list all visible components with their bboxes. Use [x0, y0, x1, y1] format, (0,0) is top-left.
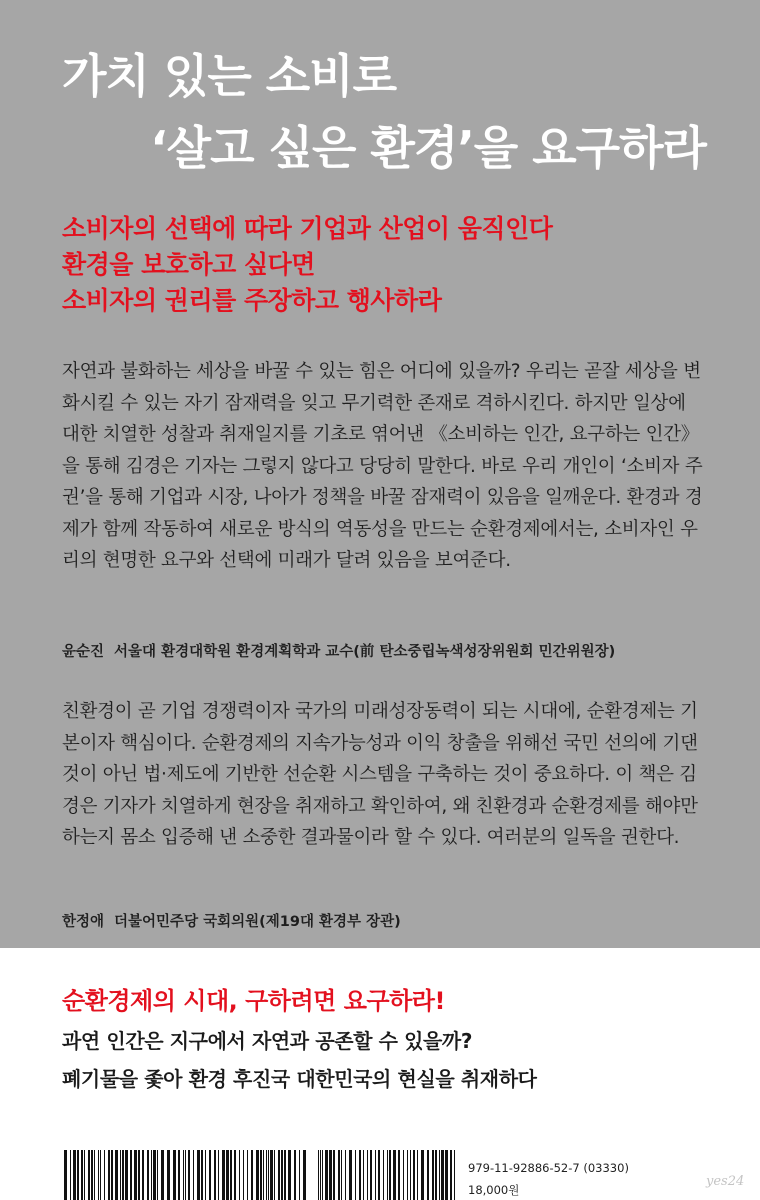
blurb-2-role: 더불어민주당 국회의원(제19대 환경부 장관) — [114, 914, 401, 930]
barcode-bar — [345, 1150, 346, 1200]
blurb-2-author: 한정애 — [62, 914, 105, 930]
barcode-bar — [270, 1150, 273, 1200]
blurb-1-text: 자연과 불화하는 세상을 바꿀 수 있는 힘은 어디에 있을까? 우리는 곧잘 세상을 변화시킬 수 있는 자기 잠재력을 잊고 무기력한 존재로 격하시킨다. 하지만 일상에 대한 치열한 성찰과 취재일지를 기초로 엮어낸 《소비하는 인간, 요구하는 인간》을 통해 김경은 기자는 그렇지 않다고 당당히 말한다. 바로 우리 개인이 ‘소비자 주권’을 통해 기업과 시장, 나아가 정책을 바꿀 잠재력이 있음을 일깨운다. 환경과 경제가 함께 작동하여 새로운 방식의 역동성을 만드는 순환경제에서는, 소비자인 우리의 현명한 요구와 선택에 미래가 달려 있음을 보여준다. — [62, 361, 703, 571]
barcode-bar — [427, 1150, 429, 1200]
barcode-bar — [410, 1150, 411, 1200]
barcode-bar — [263, 1150, 264, 1200]
barcode-bar — [115, 1150, 118, 1200]
barcode-bar — [329, 1150, 332, 1200]
barcode-bar — [375, 1150, 376, 1200]
barcode-bar — [349, 1150, 352, 1200]
barcode-bar — [325, 1150, 328, 1200]
barcode-bar — [64, 1150, 67, 1200]
barcode-bar — [218, 1150, 219, 1200]
blurb-1-role: 서울대 환경대학원 환경계획학과 교수(前 탄소중립녹색성장위원회 민간위원장) — [114, 644, 616, 660]
subhead-line-1: 소비자의 선택에 따라 기업과 산업이 움직인다 — [62, 214, 553, 243]
subhead-line-2: 환경을 보호하고 싶다면 — [62, 250, 315, 279]
barcode-bar — [454, 1150, 455, 1200]
barcode-bar — [120, 1150, 121, 1200]
barcode-bar — [239, 1150, 240, 1200]
barcode-bar — [359, 1150, 361, 1200]
barcode-bar — [151, 1150, 152, 1200]
barcode-bar — [197, 1150, 200, 1200]
barcode-bar — [421, 1150, 424, 1200]
headline-line-1: 가치 있는 소비로 — [62, 49, 397, 103]
barcode-bar — [222, 1150, 225, 1200]
barcode-bar — [108, 1150, 110, 1200]
barcode-bar — [234, 1150, 236, 1200]
barcode-bar — [185, 1150, 186, 1200]
barcode-bar — [73, 1150, 76, 1200]
blurb-1-signature — [62, 640, 615, 661]
barcode-bar — [338, 1150, 340, 1200]
bottom-tagline: 순환경제의 시대, 구하려면 요구하라! — [62, 987, 445, 1015]
barcode-bar — [268, 1150, 269, 1200]
barcode-bar — [201, 1150, 203, 1200]
barcode-bar — [278, 1150, 280, 1200]
barcode-bar — [122, 1150, 124, 1200]
barcode-bar — [383, 1150, 384, 1200]
publisher-logo: yes24 — [706, 1174, 745, 1189]
barcode-bar — [251, 1150, 253, 1200]
blurb-2-text: 친환경이 곧 기업 경쟁력이자 국가의 미래성장동력이 되는 시대에, 순환경제는 기본이자 핵심이다. 순환경제의 지속가능성과 이익 창출을 위해선 국민 선의에 기댄 것이 아닌 법·제도에 기반한 선순환 시스템을 구축하는 것이 중요하다. 이 책은 김경은 기자가 치열하게 현장을 취재하고 확인하여, 왜 친환경과 순환경제를 해야만 하는지 몸소 입증해 낸 소중한 결과물이라 할 수 있다. 여러분의 일독을 권한다. — [62, 701, 698, 848]
barcode-bar — [299, 1150, 300, 1200]
barcode-bar — [167, 1150, 170, 1200]
blurb-1-author: 윤순진 — [62, 644, 105, 660]
blurb-2-signature — [62, 910, 401, 931]
barcode-bar — [303, 1150, 306, 1200]
bottom-line-1: 과연 인간은 지구에서 자연과 공존할 수 있을까? — [62, 1029, 473, 1053]
isbn-number: 979-11-92886-52-7 (03330) — [468, 1161, 629, 1175]
barcode-bar — [130, 1150, 132, 1200]
barcode-bar — [98, 1150, 99, 1200]
barcode-bar — [284, 1150, 286, 1200]
addon-barcode — [318, 1150, 458, 1200]
barcode-bar — [193, 1150, 194, 1200]
barcode-bar — [407, 1150, 408, 1200]
barcode-bar — [247, 1150, 248, 1200]
barcode-bar — [70, 1150, 71, 1200]
barcode-bar — [318, 1150, 319, 1200]
barcode-bar — [134, 1150, 137, 1200]
barcode-bar — [322, 1150, 323, 1200]
barcode-bar — [355, 1150, 356, 1200]
barcode-bar — [84, 1150, 85, 1200]
barcode-bar — [387, 1150, 388, 1200]
barcode-bar — [341, 1150, 342, 1200]
barcode-bar — [214, 1150, 216, 1200]
barcode-bar — [125, 1150, 128, 1200]
barcode-bar — [111, 1150, 113, 1200]
barcode-bar — [243, 1150, 244, 1200]
barcode-bar — [432, 1150, 434, 1200]
bottom-line-2: 폐기물을 좇아 환경 후진국 대한민국의 현실을 취재하다 — [62, 1067, 537, 1091]
barcode-bar — [94, 1150, 95, 1200]
barcode-bar — [183, 1150, 184, 1200]
barcode-bar — [435, 1150, 437, 1200]
barcode-bar — [441, 1150, 444, 1200]
barcode-bar — [403, 1150, 404, 1200]
barcode-bar — [333, 1150, 335, 1200]
barcode-bar — [288, 1150, 291, 1200]
barcode-bar — [104, 1150, 105, 1200]
barcode-bar — [417, 1150, 418, 1200]
barcode-bar — [178, 1150, 180, 1200]
barcode-bar — [393, 1150, 396, 1200]
barcode-bar — [398, 1150, 400, 1200]
isbn-barcode — [64, 1150, 306, 1200]
subhead-line-3: 소비자의 권리를 주장하고 행사하라 — [62, 286, 442, 315]
barcode-bar — [445, 1150, 448, 1200]
barcode-bar — [173, 1150, 176, 1200]
barcode-bar — [88, 1150, 90, 1200]
barcode-bar — [378, 1150, 380, 1200]
barcode-bar — [100, 1150, 101, 1200]
barcode-bar — [413, 1150, 415, 1200]
barcode-bar — [188, 1150, 190, 1200]
barcode-bar — [147, 1150, 149, 1200]
barcode-bar — [256, 1150, 259, 1200]
headline-line-2: ‘살고 싶은 환경’을 요구하라 — [150, 121, 706, 175]
barcode-bar — [260, 1150, 262, 1200]
barcode-bar — [81, 1150, 83, 1200]
barcode-bar — [266, 1150, 267, 1200]
barcode-bar — [142, 1150, 144, 1200]
barcode-bar — [153, 1150, 156, 1200]
barcode-bar — [370, 1150, 372, 1200]
barcode-bar — [274, 1150, 275, 1200]
barcode-bar — [367, 1150, 368, 1200]
barcode-bar — [281, 1150, 283, 1200]
barcode-bar — [450, 1150, 452, 1200]
barcode-bar — [205, 1150, 206, 1200]
price: 18,000원 — [468, 1183, 520, 1197]
barcode-bar — [389, 1150, 391, 1200]
barcode-bar — [77, 1150, 79, 1200]
barcode-bar — [320, 1150, 321, 1200]
barcode-bar — [363, 1150, 364, 1200]
barcode-bar — [439, 1150, 440, 1200]
barcode-bar — [226, 1150, 229, 1200]
barcode-bar — [294, 1150, 296, 1200]
barcode-bar — [138, 1150, 140, 1200]
barcode-bar — [157, 1150, 158, 1200]
barcode-bar — [161, 1150, 164, 1200]
barcode-bar — [230, 1150, 232, 1200]
barcode-bar — [209, 1150, 211, 1200]
barcode-bar — [91, 1150, 93, 1200]
